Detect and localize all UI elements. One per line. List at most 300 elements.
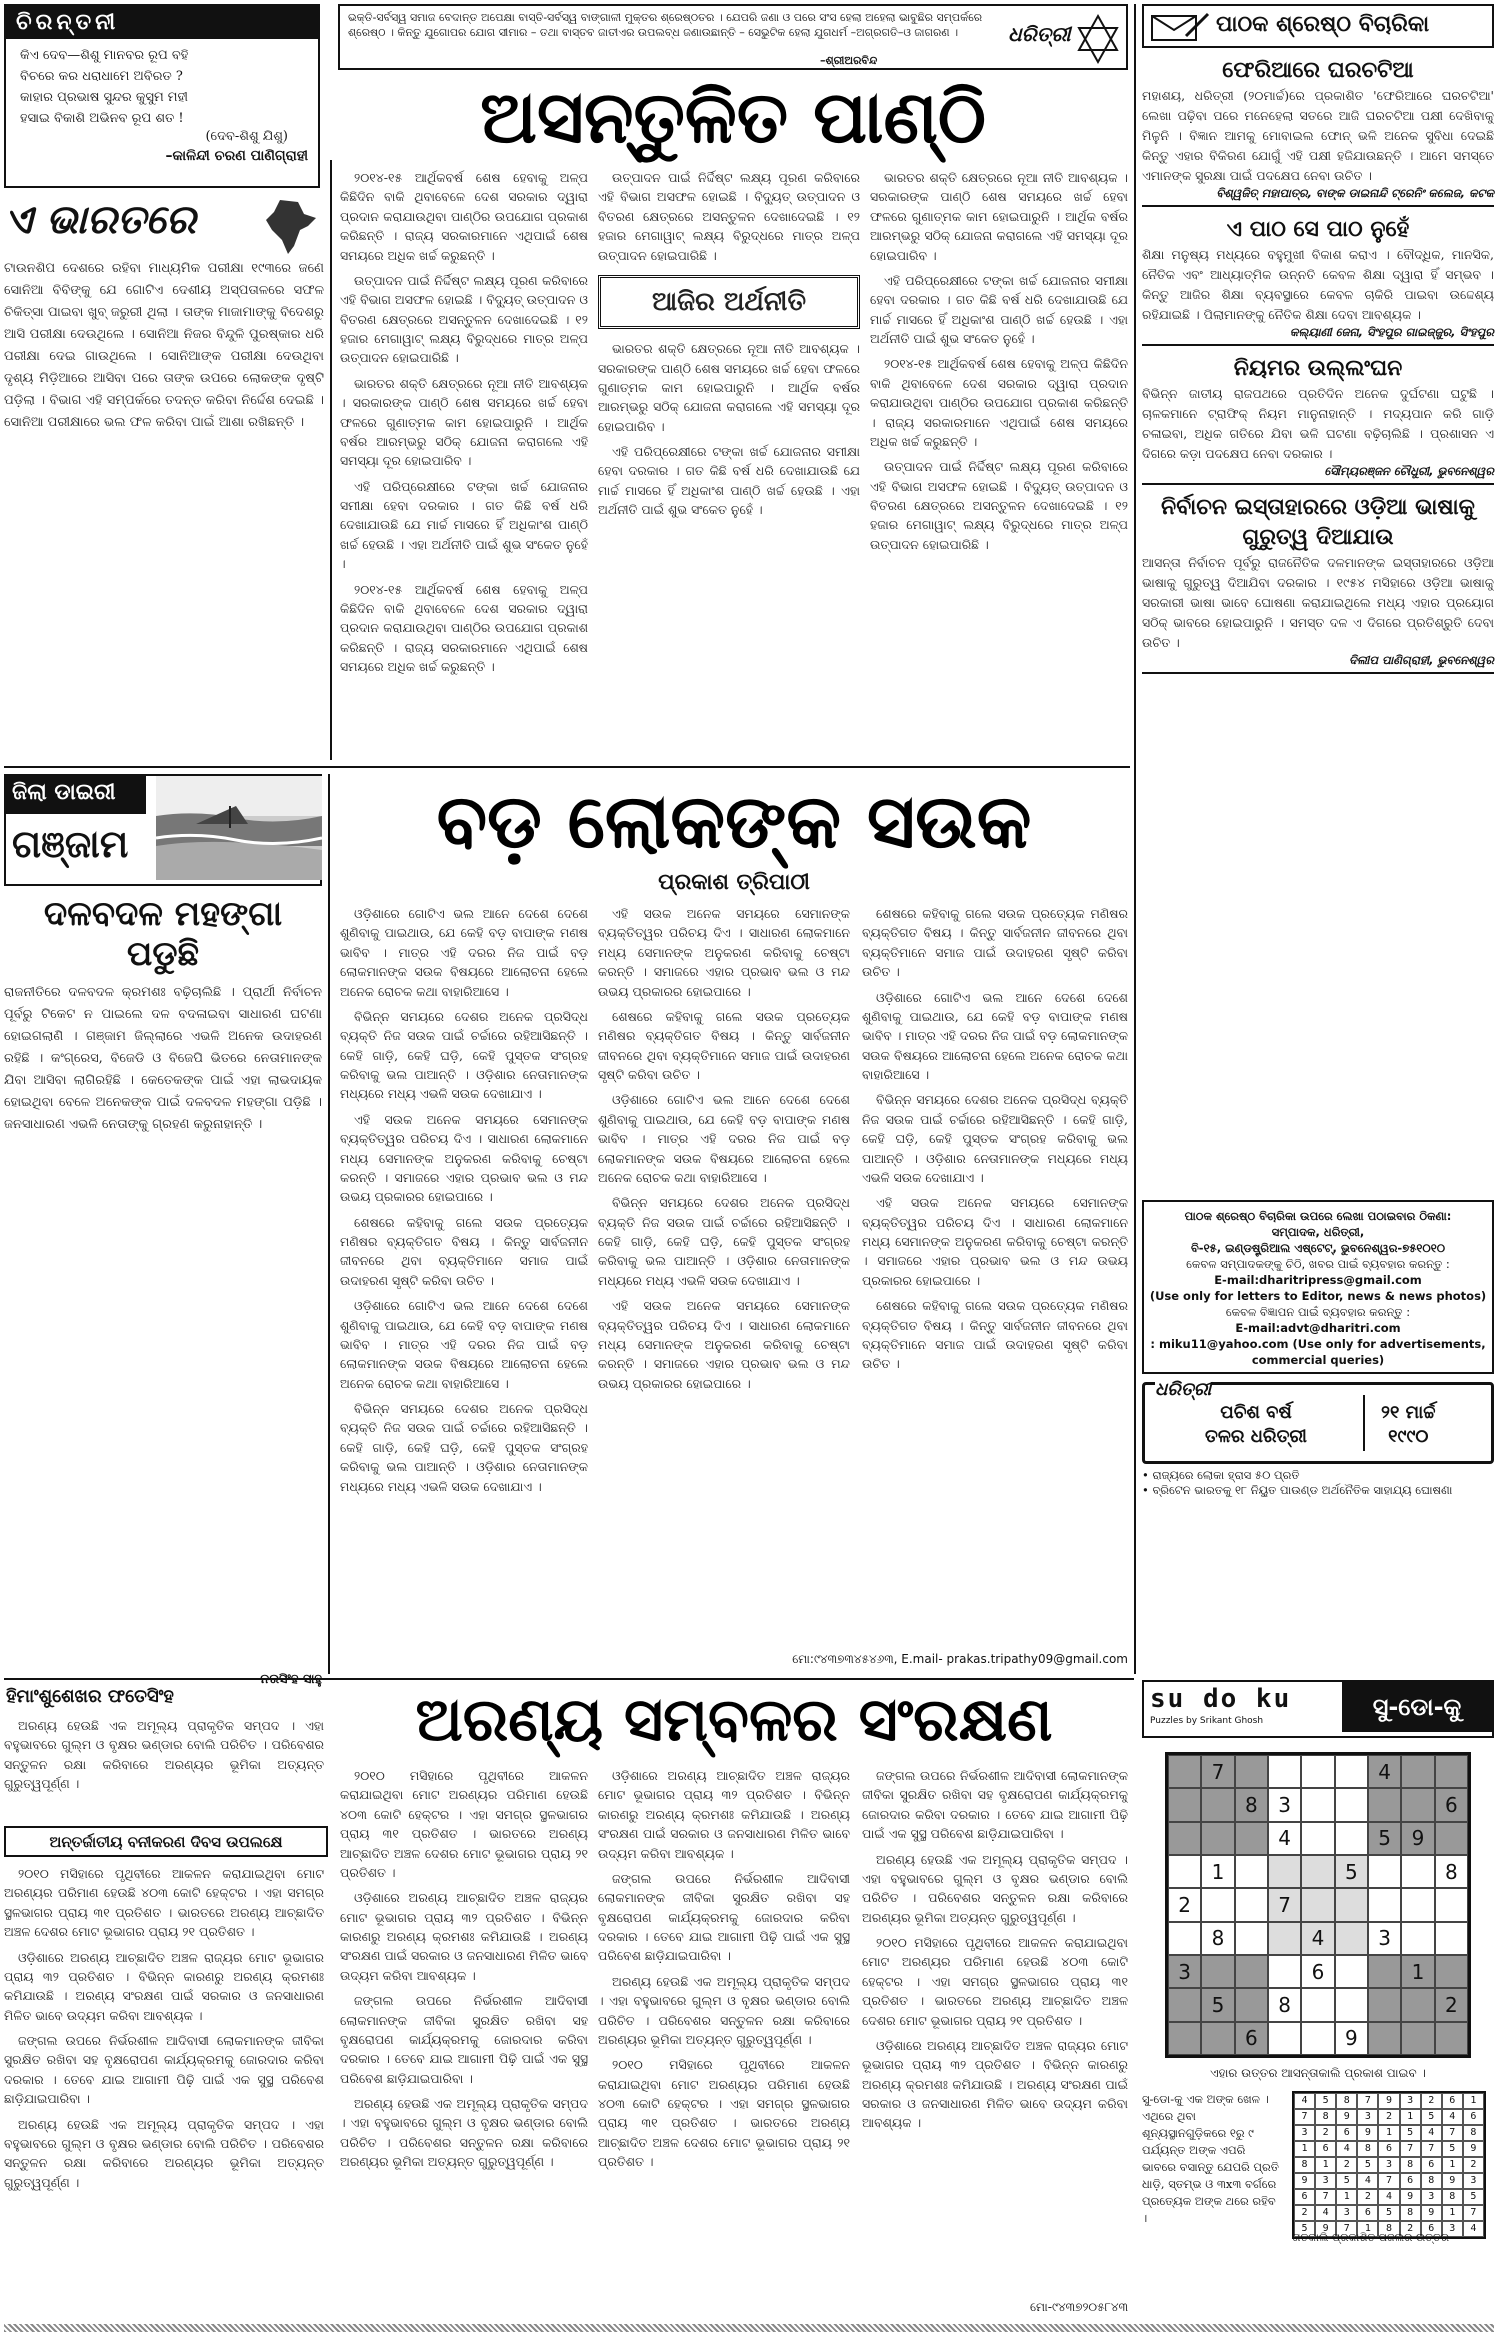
ebharatare-title: ଏ ଭାରତରେ — [4, 196, 196, 243]
feature-para: ଶେଷରେ କହିବାକୁ ଗଲେ ସଉକ ପ୍ରତ୍ୟେକ ମଣିଷର ବ୍ୟକ୍ତିଗତ ବିଷୟ । କିନ୍ତୁ ସାର୍ବଜନୀନ ଜୀବନରେ ଥିବା ବ୍ୟକ୍ତିମାନେ ସମାଜ ପାଇଁ ଉଦାହରଣ ସୃଷ୍ଟି କରିବା ଉଚିତ । — [862, 1298, 1128, 1372]
main-article-para: ଏହି ପରିପ୍ରେକ୍ଷୀରେ ଟଙ୍କା ଖର୍ଚ୍ଚ ଯୋଜନାର ସମୀକ୍ଷା ହେବା ଦରକାର । ଗତ କିଛି ବର୍ଷ ଧରି ଦେଖାଯାଉଛି ଯେ ମାର୍ଚ୍ଚ ମାସରେ ହିଁ ଅଧିକାଂଶ ପାଣ୍ଠି ଖର୍ଚ୍ଚ ହେଉଛି । ଏହା ଅର୍ଥନୀତି ପାଇଁ ଶୁଭ ସଂକେତ ନୁହେଁ । — [598, 444, 860, 518]
sudoku-cell[interactable] — [1268, 1855, 1301, 1888]
sudoku-solution-cell: 5 — [1400, 2125, 1421, 2141]
sudoku-cell[interactable] — [1201, 1888, 1234, 1921]
sudoku-cell[interactable] — [1168, 1755, 1201, 1788]
sudoku-cell[interactable] — [1401, 1855, 1434, 1888]
sudoku-solution-cell: 3 — [1315, 2173, 1336, 2189]
contact-email-link[interactable]: : miku11@yahoo.com (Use only for advertisements, commercial queries) — [1150, 1337, 1486, 1367]
forest-para: ଓଡ଼ିଶାରେ ଅରଣ୍ୟ ଆଚ୍ଛାଦିତ ଅଞ୍ଚଳ ରାଜ୍ୟର ମୋଟ ଭୂଭାଗର ପ୍ରାୟ ୩୨ ପ୍ରତିଶତ । ବିଭିନ୍ନ କାରଣରୁ ଅରଣ୍ୟ କ୍ରମଶଃ କମିଯାଉଛି । ଅରଣ୍ୟ ସଂରକ୍ଷଣ ପାଇଁ ସରକାର ଓ ଜନସାଧାରଣ ମିଳିତ ଭାବେ ଉଦ୍ୟମ କରିବା ଆବଶ୍ୟକ । — [340, 1890, 588, 1983]
sudoku-solution-cell: 1 — [1378, 2125, 1399, 2141]
sudoku-cell[interactable]: 6 — [1301, 1955, 1334, 1988]
ebharatare-section — [4, 196, 324, 766]
poem-line: କାହାର ପ୍ରଭାଷ ସୁନ୍ଦର କୁସୁମ ମହୀ — [20, 90, 188, 105]
main-headline: ଅସନ୍ତୁଳିତ ପାଣ୍ଠି — [480, 75, 986, 159]
sudoku-cell[interactable] — [1168, 1855, 1201, 1888]
forest-para: ଅରଣ୍ୟ ହେଉଛି ଏକ ଅମୂଲ୍ୟ ପ୍ରାକୃତିକ ସମ୍ପଦ । ଏହା ବହୁଭାବରେ ଗୁଲ୍ମ ଓ ବୃକ୍ଷର ଭଣ୍ଡାର ବୋଲି ପରିଚିତ । ପରିବେଶର ସନ୍ତୁଳନ ରକ୍ଷା କରିବାରେ ଅରଣ୍ୟର ଭୂମିକା ଅତ୍ୟନ୍ତ ଗୁରୁତ୍ୱପୂର୍ଣ୍ଣ । — [340, 2096, 588, 2170]
sudoku-cell[interactable]: 3 — [1368, 1922, 1401, 1955]
sudoku-solution-cell: 1 — [1357, 2221, 1378, 2237]
forest-para: ଜଙ୍ଗଲ ଉପରେ ନିର୍ଭରଶୀଳ ଆଦିବାସୀ ଲୋକମାନଙ୍କ ଜୀବିକା ସୁରକ୍ଷିତ ରଖିବା ସହ ବୃକ୍ଷରୋପଣ କାର୍ଯ୍ୟକ୍ରମକୁ ଜୋରଦାର କରିବା ଦରକାର । ତେବେ ଯାଇ ଆଗାମୀ ପିଢ଼ି ପାଇଁ ଏକ ସୁସ୍ଥ ପରିବେଶ ଛାଡ଼ିଯାଇପାରିବା । — [598, 1870, 850, 1964]
feature-para: ଓଡ଼ିଶାରେ ଗୋଟିଏ ଭଲ ଆନେ ଦେଶେ ଦେଶେ ଶୁଣିବାକୁ ପାଇଥାଉ, ଯେ କେହି ବଡ଼ ବାପାଙ୍କ ମଣଷ ଭାବିବ । ମାତ୍ର ଏହି ଦରର ନିଜ ପାଇଁ ବଡ଼ ଲୋକମାନଙ୍କ ସଉକ ବିଷୟରେ ଆଲୋଚନା ହେଲେ ଅନେକ ରୋଚକ କଥା ବାହାରିଆସେ । — [862, 989, 1128, 1082]
forest-col0b — [4, 1864, 324, 2314]
feature-para: ବିଭିନ୍ନ ସମୟରେ ଦେଶର ଅନେକ ପ୍ରସିଦ୍ଧ ବ୍ୟକ୍ତି ନିଜ ସଉକ ପାଇଁ ଚର୍ଚ୍ଚାରେ ରହିଆସିଛନ୍ତି । କେହି ଗାଡ଼ି, କେହି ଘଡ଼ି, କେହି ପୁସ୍ତକ ସଂଗ୍ରହ କରିବାକୁ ଭଲ ପାଆନ୍ତି । ଓଡ଼ିଶାର ନେତାମାନଙ୍କ ମଧ୍ୟରେ ମଧ୍ୟ ଏଭଳି ସଉକ ଦେଖାଯାଏ । — [862, 1092, 1128, 1185]
sudoku-solution-cell: 7 — [1315, 2189, 1336, 2205]
sudoku-solution-cell: 3 — [1357, 2109, 1378, 2125]
sudoku-solution-cell: 1 — [1294, 2141, 1315, 2157]
sudoku-cell[interactable] — [1335, 1788, 1368, 1821]
sudoku-cell[interactable]: 9 — [1335, 2022, 1368, 2055]
sudoku-cell[interactable] — [1301, 2022, 1334, 2055]
sudoku-cell[interactable]: 7 — [1201, 1755, 1234, 1788]
letter-item — [1142, 215, 1494, 346]
sudoku-cell[interactable]: 1 — [1401, 1955, 1434, 1988]
sudoku-solution-cell: 3 — [1336, 2205, 1357, 2221]
sudoku-cell[interactable] — [1235, 1988, 1268, 2021]
beach-boat-image — [156, 776, 322, 880]
sudoku-cell[interactable] — [1401, 1888, 1434, 1921]
sudoku-solution-cell: 5 — [1463, 2189, 1484, 2205]
forest-para: ଜଙ୍ଗଲ ଉପରେ ନିର୍ଭରଶୀଳ ଆଦିବାସୀ ଲୋକମାନଙ୍କ ଜୀବିକା ସୁରକ୍ଷିତ ରଖିବା ସହ ବୃକ୍ଷରୋପଣ କାର୍ଯ୍ୟକ୍ରମକୁ ଜୋରଦାର କରିବା ଦରକାର । ତେବେ ଯାଇ ଆଗାମୀ ପିଢ଼ି ପାଇଁ ଏକ ସୁସ୍ଥ ପରିବେଶ ଛାଡ଼ିଯାଇପାରିବା । — [340, 1993, 588, 2086]
sudoku-cell[interactable] — [1168, 1788, 1201, 1821]
sudoku-solution-cell: 4 — [1336, 2141, 1357, 2157]
forest-para: ଓଡ଼ିଶାରେ ଅରଣ୍ୟ ଆଚ୍ଛାଦିତ ଅଞ୍ଚଳ ରାଜ୍ୟର ମୋଟ ଭୂଭାଗର ପ୍ରାୟ ୩୨ ପ୍ରତିଶତ । ବିଭିନ୍ନ କାରଣରୁ ଅରଣ୍ୟ କ୍ରମଶଃ କମିଯାଉଛି । ଅରଣ୍ୟ ସଂରକ୍ଷଣ ପାଇଁ ସରକାର ଓ ଜନସାଧାରଣ ମିଳିତ ଭାବେ ଉଦ୍ୟମ କରିବା ଆବଶ୍ୟକ । — [862, 2037, 1128, 2131]
column-title-box — [598, 275, 860, 329]
sudoku-cell[interactable] — [1301, 1888, 1334, 1921]
forest-para: ୨୦୧୦ ମସିହାରେ ପୃଥିବୀରେ ଆକଳନ କରାଯାଇଥିବା ମୋଟ ଅରଣ୍ୟର ପରିମାଣ ହେଉଛି ୪୦୩ କୋଟି ହେକ୍ଟର । ଏହା ସମଗ୍ର ସ୍ଥଳଭାଗର ପ୍ରାୟ ୩୧ ପ୍ରତିଶତ । ଭାରତରେ ଅରଣ୍ୟ ଆଚ୍ଛାଦିତ ଅଞ୍ଚଳ ଦେଶର ମୋଟ ଭୂଭାଗର ପ୍ରାୟ ୨୧ ପ୍ରତିଶତ । — [598, 2057, 850, 2170]
dharitri-logo: ଧରିତ୍ରୀ — [1008, 22, 1071, 46]
sudoku-solution-cell: 2 — [1463, 2157, 1484, 2173]
forest-contact: ମୋ-୯୪୩୭୨୦୫୮୪୩ — [1029, 2300, 1128, 2314]
letter-signature: ଦିଲୀପ ପାଣିଗ୍ରାହୀ, ଭୁବନେଶ୍ୱର — [1348, 653, 1494, 667]
contact-box — [1142, 1200, 1494, 1374]
main-article-col3 — [870, 168, 1128, 728]
sudoku-cell[interactable] — [1335, 1988, 1368, 2021]
sudoku-cell[interactable] — [1435, 1888, 1468, 1921]
main-article-para: ଉତ୍ପାଦନ ପାଇଁ ନିର୍ଦ୍ଦିଷ୍ଟ ଲକ୍ଷ୍ୟ ପୂରଣ କରିବାରେ ଏହି ବିଭାଗ ଅସଫଳ ହୋଇଛି । ବିଦ୍ୟୁତ୍ ଉତ୍ପାଦନ ଓ ବିତରଣ କ୍ଷେତ୍ରରେ ଅସନ୍ତୁଳନ ଦେଖାଦେଇଛି । ୧୨ ହଜାର ମେଗାୱାଟ୍ ଲକ୍ଷ୍ୟ ବିରୁଦ୍ଧରେ ମାତ୍ର ଅଳ୍ପ ଉତ୍ପାଦନ ହୋଇପାରିଛି । — [598, 170, 860, 263]
main-article-para: ଉତ୍ପାଦନ ପାଇଁ ନିର୍ଦ୍ଦିଷ୍ଟ ଲକ୍ଷ୍ୟ ପୂରଣ କରିବାରେ ଏହି ବିଭାଗ ଅସଫଳ ହୋଇଛି । ବିଦ୍ୟୁତ୍ ଉତ୍ପାଦନ ଓ ବିତରଣ କ୍ଷେତ୍ରରେ ଅସନ୍ତୁଳନ ଦେଖାଦେଇଛି । ୧୨ ହଜାର ମେଗାୱାଟ୍ ଲକ୍ଷ୍ୟ ବିରୁଦ୍ଧରେ ମାତ୍ର ଅଳ୍ପ ଉତ୍ପାଦନ ହୋଇପାରିଛି । — [870, 459, 1128, 552]
sudoku-solution-cell: 1 — [1442, 2205, 1463, 2221]
sudoku-cell[interactable] — [1301, 1855, 1334, 1888]
main-article-para: ଏହି ପରିପ୍ରେକ୍ଷୀରେ ଟଙ୍କା ଖର୍ଚ୍ଚ ଯୋଜନାର ସମୀକ୍ଷା ହେବା ଦରକାର । ଗତ କିଛି ବର୍ଷ ଧରି ଦେଖାଯାଉଛି ଯେ ମାର୍ଚ୍ଚ ମାସରେ ହିଁ ଅଧିକାଂଶ ପାଣ୍ଠି ଖର୍ଚ୍ଚ ହେଉଛି । ଏହା ଅର୍ଥନୀତି ପାଇଁ ଶୁଭ ସଂକେତ ନୁହେଁ । — [870, 272, 1128, 346]
sudoku-solution-cell: 7 — [1463, 2205, 1484, 2221]
feature-para: ବିଭିନ୍ନ ସମୟରେ ଦେଶର ଅନେକ ପ୍ରସିଦ୍ଧ ବ୍ୟକ୍ତି ନିଜ ସଉକ ପାଇଁ ଚର୍ଚ୍ଚାରେ ରହିଆସିଛନ୍ତି । କେହି ଗାଡ଼ି, କେହି ଘଡ଼ି, କେହି ପୁସ୍ତକ ସଂଗ୍ରହ କରିବାକୁ ଭଲ ପାଆନ୍ତି । ଓଡ଼ିଶାର ନେତାମାନଙ୍କ ମଧ୍ୟରେ ମଧ୍ୟ ଏଭଳି ସଉକ ଦେଖାଯାଏ । — [340, 1008, 588, 1102]
sudoku-cell[interactable] — [1368, 1855, 1401, 1888]
sudoku-solution-cell: 3 — [1463, 2173, 1484, 2189]
sudoku-solution-cell: 3 — [1294, 2125, 1315, 2141]
sudoku-solution-cell: 8 — [1378, 2221, 1399, 2237]
sudoku-cell[interactable]: 5 — [1368, 1822, 1401, 1855]
sudoku-cell[interactable]: 1 — [1201, 1855, 1234, 1888]
sudoku-brand: su do ku — [1150, 1684, 1292, 1714]
feature-para: ବିଭିନ୍ନ ସମୟରେ ଦେଶର ଅନେକ ପ୍ରସିଦ୍ଧ ବ୍ୟକ୍ତି ନିଜ ସଉକ ପାଇଁ ଚର୍ଚ୍ଚାରେ ରହିଆସିଛନ୍ତି । କେହି ଗାଡ଼ି, କେହି ଘଡ଼ି, କେହି ପୁସ୍ତକ ସଂଗ୍ରହ କରିବାକୁ ଭଲ ପାଆନ୍ତି । ଓଡ଼ିଶାର ନେତାମାନଙ୍କ ମଧ୍ୟରେ ମଧ୍ୟ ଏଭଳି ସଉକ ଦେଖାଯାଏ । — [598, 1195, 850, 1288]
india-map-icon — [260, 196, 320, 256]
feature-col3 — [862, 904, 1128, 1644]
feature-para: ଏହି ସଉକ ଅନେକ ସମୟରେ ସେମାନଙ୍କ ବ୍ୟକ୍ତିତ୍ୱର ପରିଚୟ ଦିଏ । ସାଧାରଣ ଲୋକମାନେ ମଧ୍ୟ ସେମାନଙ୍କ ଅନୁକରଣ କରିବାକୁ ଚେଷ୍ଟା କରନ୍ତି । ସମାଜରେ ଏହାର ପ୍ରଭାବ ଭଲ ଓ ମନ୍ଦ ଉଭୟ ପ୍ରକାରର ହୋଇପାରେ । — [598, 906, 850, 999]
letter-text: ଆସନ୍ତା ନିର୍ବାଚନ ପୂର୍ବରୁ ରାଜନୈତିକ ଦଳମାନଙ୍କ ଇସ୍ତାହାରରେ ଓଡ଼ିଆ ଭାଷାକୁ ଗୁରୁତ୍ୱ ଦିଆଯିବା ଦରକାର । ୧୯୫୪ ମସିହାରେ ଓଡ଼ିଆ ଭାଷାକୁ ସରକାରୀ ଭାଷା ଭାବେ ଘୋଷଣା କରାଯାଇଥିଲେ ମଧ୍ୟ ଏହାର ପ୍ରୟୋଗ ସଠିକ୍ ଭାବରେ ହୋଇପାରୁନି । ସମସ୍ତ ଦଳ ଏ ଦିଗରେ ପ୍ରତିଶ୍ରୁତି ଦେବା ଉଚିତ । — [1142, 555, 1494, 650]
letter-text: ବିଭିନ୍ନ ଜାତୀୟ ରାଜପଥରେ ପ୍ରତିଦିନ ଅନେକ ଦୁର୍ଘଟଣା ଘଟୁଛି । ଚାଳକମାନେ ଟ୍ରାଫିକ୍ ନିୟମ ମାନୁନାହାନ୍ତି । ମଦ୍ୟପାନ କରି ଗାଡ଼ି ଚଳାଇବା, ଅଧିକ ଗତିରେ ଯିବା ଭଳି ଘଟଣା ବଢ଼ିଚାଲିଛି । ପ୍ରଶାସନ ଏ ଦିଗରେ କଡ଼ା ପଦକ୍ଷେପ ନେବା ଦରକାର । — [1142, 386, 1494, 461]
sudoku-solution-cell: 6 — [1378, 2141, 1399, 2157]
sudoku-solution-cell: 7 — [1378, 2173, 1399, 2189]
sudoku-cell[interactable] — [1335, 1922, 1368, 1955]
forest-subhead: ଅନ୍ତର୍ଜାତୀୟ ବନୀକରଣ ଦିବସ ଉପଲକ୍ଷେ — [49, 1833, 283, 1851]
sudoku-solution-cell: 4 — [1442, 2109, 1463, 2125]
sudoku-solution-cell: 2 — [1357, 2189, 1378, 2205]
sudoku-cell[interactable] — [1168, 2022, 1201, 2055]
sudoku-cell[interactable] — [1435, 2022, 1468, 2055]
letters-list — [1142, 56, 1494, 674]
letter-item — [1142, 56, 1494, 207]
sudoku-solution-cell: 2 — [1294, 2205, 1315, 2221]
sudoku-solution-cell: 8 — [1336, 2093, 1357, 2109]
quote-box — [338, 4, 1128, 70]
feature-para: ଓଡ଼ିଶାରେ ଗୋଟିଏ ଭଲ ଆନେ ଦେଶେ ଦେଶେ ଶୁଣିବାକୁ ପାଇଥାଉ, ଯେ କେହି ବଡ଼ ବାପାଙ୍କ ମଣଷ ଭାବିବ । ମାତ୍ର ଏହି ଦରର ନିଜ ପାଇଁ ବଡ଼ ଲୋକମାନଙ୍କ ସଉକ ବିଷୟରେ ଆଲୋଚନା ହେଲେ ଅନେକ ରୋଚକ କଥା ବାହାରିଆସେ । — [340, 906, 588, 999]
contact-line: ପାଠକ ଶ୍ରେଷ୍ଠ ବିଚାରିକା ଉପରେ ଲେଖା ପଠାଇବାର ଠିକଣା: — [1184, 1209, 1452, 1223]
forest-para: ଓଡ଼ିଶାରେ ଅରଣ୍ୟ ଆଚ୍ଛାଦିତ ଅଞ୍ଚଳ ରାଜ୍ୟର ମୋଟ ଭୂଭାଗର ପ୍ରାୟ ୩୨ ପ୍ରତିଶତ । ବିଭିନ୍ନ କାରଣରୁ ଅରଣ୍ୟ କ୍ରମଶଃ କମିଯାଉଛି । ଅରଣ୍ୟ ସଂରକ୍ଷଣ ପାଇଁ ସରକାର ଓ ଜନସାଧାରଣ ମିଳିତ ଭାବେ ଉଦ୍ୟମ କରିବା ଆବଶ୍ୟକ । — [4, 1949, 324, 2023]
feature-para: ଶେଷରେ କହିବାକୁ ଗଲେ ସଉକ ପ୍ରତ୍ୟେକ ମଣିଷର ବ୍ୟକ୍ତିଗତ ବିଷୟ । କିନ୍ତୁ ସାର୍ବଜନୀନ ଜୀବନରେ ଥିବା ବ୍ୟକ୍ତିମାନେ ସମାଜ ପାଇଁ ଉଦାହରଣ ସୃଷ୍ଟି କରିବା ଉଚିତ । — [862, 906, 1128, 980]
sudoku-cell[interactable] — [1435, 1822, 1468, 1855]
contact-note: (Use only for letters to Editor, news & news photos) — [1149, 1289, 1487, 1303]
feature-para: ଏହି ସଉକ ଅନେକ ସମୟରେ ସେମାନଙ୍କ ବ୍ୟକ୍ତିତ୍ୱର ପରିଚୟ ଦିଏ । ସାଧାରଣ ଲୋକମାନେ ମଧ୍ୟ ସେମାନଙ୍କ ଅନୁକରଣ କରିବାକୁ ଚେଷ୍ଟା କରନ୍ତି । ସମାଜରେ ଏହାର ପ୍ରଭାବ ଭଲ ଓ ମନ୍ଦ ଉଭୟ ପ୍ରକାରର ହୋଇପାରେ । — [862, 1195, 1128, 1288]
forest-para: ଅରଣ୍ୟ ହେଉଛି ଏକ ଅମୂଲ୍ୟ ପ୍ରାକୃତିକ ସମ୍ପଦ । ଏହା ବହୁଭାବରେ ଗୁଲ୍ମ ଓ ବୃକ୍ଷର ଭଣ୍ଡାର ବୋଲି ପରିଚିତ । ପରିବେଶର ସନ୍ତୁଳନ ରକ୍ଷା କରିବାରେ ଅରଣ୍ୟର ଭୂମିକା ଅତ୍ୟନ୍ତ ଗୁରୁତ୍ୱପୂର୍ଣ୍ଣ । — [4, 2116, 324, 2190]
sudoku-solution-cell: 2 — [1400, 2221, 1421, 2237]
main-article-col2 — [598, 168, 860, 728]
sudoku-cell[interactable] — [1168, 1822, 1201, 1855]
main-article-para: ୨୦୧୪-୧୫ ଆର୍ଥିକବର୍ଷ ଶେଷ ହେବାକୁ ଅଳ୍ପ କିଛିଦିନ ବାକି ଥିବାବେଳେ ଦେଶ ସରକାର ଦ୍ୱାରା ପ୍ରଦାନ କରାଯାଉଥିବା ପାଣ୍ଠିର ଉପଯୋଗ ପ୍ରକାଶ କରିଛନ୍ତି । ରାଜ୍ୟ ସରକାରମାନେ ଏଥିପାଇଁ ଶେଷ ସମୟରେ ଅଧିକ ଖର୍ଚ୍ଚ କରୁଛନ୍ତି । — [870, 356, 1128, 449]
chirantani-box — [4, 4, 320, 188]
sudoku-solution-cell: 8 — [1400, 2205, 1421, 2221]
sudoku-solution-cell: 9 — [1357, 2125, 1378, 2141]
sudoku-cell[interactable] — [1435, 1922, 1468, 1955]
sudoku-cell[interactable] — [1235, 1922, 1268, 1955]
chirantani-author: –କାଳିନ୍ଦୀ ଚରଣ ପାଣିଗ୍ରାହୀ — [165, 148, 308, 164]
sudoku-cell[interactable]: 8 — [1201, 1922, 1234, 1955]
sudoku-solution-cell: 9 — [1336, 2109, 1357, 2125]
sudoku-solution-cell: 1 — [1315, 2157, 1336, 2173]
twentyfive-label — [1205, 1401, 1307, 1449]
sudoku-solution-cell: 8 — [1400, 2157, 1421, 2173]
sudoku-solution-cell: 4 — [1463, 2221, 1484, 2237]
contact-line: କେବଳ ସମ୍ପାଦକଙ୍କୁ ଚିଠି, ଖବର ପାଇଁ ବ୍ୟବହାର କରନ୍ତୁ : — [1186, 1257, 1450, 1271]
quote-text: ଭକ୍ତି-ସର୍ବସ୍ୱ ସମାଜ ବେଦାନ୍ତ ଅପେକ୍ଷା ବାସ୍ତି-ସର୍ବସ୍ୱ ବାଙ୍ଗାଳୀ ମୁକ୍ତର ଶ୍ରେଷ୍ଠତର । ଯେପରି ଜଣା ଓ ପରେ ସଂସ ହେଲା ଅହେଲା ଭାବୁଛିର ସମ୍ପର୍କରେ ଶ୍ରେଷ୍ଠ । କିନ୍ତୁ ଯୁଗୋପର ଯୋଗ ସୀମାର – ତଥା ବାସ୍ତବ ଜାତୀଏର ଉପଲବ୍ଧ ଜଣାଉଛାନ୍ତି – ସେଭୁଟିକ ହେଲା ଯୁଗଧର୍ମ –ଅଗ୍ରଗତି–ଓ ଜାଗରଣ । — [348, 11, 983, 39]
forest-para: ଜଙ୍ଗଲ ଉପରେ ନିର୍ଭରଶୀଳ ଆଦିବାସୀ ଲୋକମାନଙ୍କ ଜୀବିକା ସୁରକ୍ଷିତ ରଖିବା ସହ ବୃକ୍ଷରୋପଣ କାର୍ଯ୍ୟକ୍ରମକୁ ଜୋରଦାର କରିବା ଦରକାର । ତେବେ ଯାଇ ଆଗାମୀ ପିଢ଼ି ପାଇଁ ଏକ ସୁସ୍ଥ ପରିବେଶ ଛାଡ଼ିଯାଇପାରିବା । — [4, 2033, 324, 2107]
sudoku-solution-cell: 2 — [1378, 2109, 1399, 2125]
sudoku-cell[interactable]: 8 — [1268, 1988, 1301, 2021]
sudoku-solution-cell: 7 — [1442, 2125, 1463, 2141]
sudoku-cell[interactable]: 8 — [1235, 1788, 1268, 1821]
twentyfive-years-box — [1142, 1379, 1494, 1502]
feature-para: ବିଭିନ୍ନ ସମୟରେ ଦେଶର ଅନେକ ପ୍ରସିଦ୍ଧ ବ୍ୟକ୍ତି ନିଜ ସଉକ ପାଇଁ ଚର୍ଚ୍ଚାରେ ରହିଆସିଛନ୍ତି । କେହି ଗାଡ଼ି, କେହି ଘଡ଼ି, କେହି ପୁସ୍ତକ ସଂଗ୍ରହ କରିବାକୁ ଭଲ ପାଆନ୍ତି । ଓଡ଼ିଶାର ନେତାମାନଙ୍କ ମଧ୍ୟରେ ମଧ୍ୟ ଏଭଳି ସଉକ ଦେଖାଯାଏ । — [340, 1401, 588, 1494]
district-name: ଗଞ୍ଜାମ — [12, 822, 129, 866]
poem-line: କିଏ ଦେବ—ଶିଶୁ ମାନବର ରୂପ ବହି — [20, 48, 189, 63]
forest-byline: ହିମାଂଶୁଶେଖର ଫତେସିଂହ — [6, 1686, 174, 1707]
sudoku-cell[interactable] — [1235, 1855, 1268, 1888]
sudoku-solution-cell: 8 — [1463, 2125, 1484, 2141]
bottom-bar — [4, 2324, 1494, 2332]
feature-para: ଏହି ସଉକ ଅନେକ ସମୟରେ ସେମାନଙ୍କ ବ୍ୟକ୍ତିତ୍ୱର ପରିଚୟ ଦିଏ । ସାଧାରଣ ଲୋକମାନେ ମଧ୍ୟ ସେମାନଙ୍କ ଅନୁକରଣ କରିବାକୁ ଚେଷ୍ଟା କରନ୍ତି । ସମାଜରେ ଏହାର ପ୍ରଭାବ ଭଲ ଓ ମନ୍ଦ ଉଭୟ ପ୍ରକାରର ହୋଇପାରେ । — [598, 1298, 850, 1391]
right-header-title: ପାଠକ ଶ୍ରେଷ୍ଠ ବିଚାରିକା — [1216, 12, 1430, 37]
quote-author: –ଶ୍ରୀଅରବିନ୍ଦ — [820, 54, 878, 67]
contact-line: କେବଳ ବିଜ୍ଞାପନ ପାଇଁ ବ୍ୟବହାର କରନ୍ତୁ : — [1225, 1305, 1411, 1319]
sudoku-solution-cell: 9 — [1294, 2173, 1315, 2189]
sudoku-solution-cell: 2 — [1315, 2125, 1336, 2141]
feature-para: ଏହି ସଉକ ଅନେକ ସମୟରେ ସେମାନଙ୍କ ବ୍ୟକ୍ତିତ୍ୱର ପରିଚୟ ଦିଏ । ସାଧାରଣ ଲୋକମାନେ ମଧ୍ୟ ସେମାନଙ୍କ ଅନୁକରଣ କରିବାକୁ ଚେଷ୍ଟା କରନ୍ତି । ସମାଜରେ ଏହାର ପ୍ରଭାବ ଭଲ ଓ ମନ୍ଦ ଉଭୟ ପ୍ରକାରର ହୋଇପାରେ । — [340, 1111, 588, 1205]
sudoku-solution-cell: 5 — [1378, 2205, 1399, 2221]
sudoku-cell[interactable]: 3 — [1168, 1955, 1201, 1988]
sudoku-cell[interactable] — [1368, 1888, 1401, 1921]
sudoku-cell[interactable] — [1268, 1755, 1301, 1788]
sudoku-cell[interactable]: 8 — [1435, 1855, 1468, 1888]
forest-para: ଅରଣ୍ୟ ହେଉଛି ଏକ ଅମୂଲ୍ୟ ପ୍ରାକୃତିକ ସମ୍ପଦ । ଏହା ବହୁଭାବରେ ଗୁଲ୍ମ ଓ ବୃକ୍ଷର ଭଣ୍ଡାର ବୋଲି ପରିଚିତ । ପରିବେଶର ସନ୍ତୁଳନ ରକ୍ଷା କରିବାରେ ଅରଣ୍ୟର ଭୂମିକା ଅତ୍ୟନ୍ତ ଗୁରୁତ୍ୱପୂର୍ଣ୍ଣ । — [862, 1851, 1128, 1925]
sudoku-cell[interactable] — [1401, 2022, 1434, 2055]
forest-col0a — [4, 1716, 324, 1822]
sudoku-cell[interactable] — [1335, 1755, 1368, 1788]
contact-email-link[interactable]: E-mail:dharitripress@gmail.com — [1214, 1273, 1422, 1287]
sudoku-answer-note: ଏହାର ଉତ୍ତର ଆସନ୍ତାକାଲି ପ୍ରକାଶ ପାଇବ । — [1210, 2066, 1426, 2080]
letter-title: ନିର୍ବାଚନ ଇସ୍ତାହାରରେ ଓଡ଼ିଆ ଭାଷାକୁ ଗୁରୁତ୍ୱ ଦିଆଯାଉ — [1161, 495, 1475, 550]
sudoku-solution-cell: 8 — [1421, 2173, 1442, 2189]
sudoku-cell[interactable]: 6 — [1435, 1788, 1468, 1821]
main-article-para: ୨୦୧୪-୧୫ ଆର୍ଥିକବର୍ଷ ଶେଷ ହେବାକୁ ଅଳ୍ପ କିଛିଦିନ ବାକି ଥିବାବେଳେ ଦେଶ ସରକାର ଦ୍ୱାରା ପ୍ରଦାନ କରାଯାଉଥିବା ପାଣ୍ଠିର ଉପଯୋଗ ପ୍ରକାଶ କରିଛନ୍ତି । ରାଜ୍ୟ ସରକାରମାନେ ଏଥିପାଇଁ ଶେଷ ସମୟରେ ଅଧିକ ଖର୍ଚ୍ଚ କରୁଛନ୍ତି । — [340, 170, 588, 263]
sudoku-cell[interactable] — [1435, 1755, 1468, 1788]
sudoku-solution-cell: 5 — [1294, 2221, 1315, 2237]
main-article-para: ଉତ୍ପାଦନ ପାଇଁ ନିର୍ଦ୍ଦିଷ୍ଟ ଲକ୍ଷ୍ୟ ପୂରଣ କରିବାରେ ଏହି ବିଭାଗ ଅସଫଳ ହୋଇଛି । ବିଦ୍ୟୁତ୍ ଉତ୍ପାଦନ ଓ ବିତରଣ କ୍ଷେତ୍ରରେ ଅସନ୍ତୁଳନ ଦେଖାଦେଇଛି । ୧୨ ହଜାର ମେଗାୱାଟ୍ ଲକ୍ଷ୍ୟ ବିରୁଦ୍ଧରେ ମାତ୍ର ଅଳ୍ପ ଉତ୍ପାଦନ ହୋଇପାରିଛି । — [340, 272, 588, 366]
contact-line: ବି-୧୫, ଇଣ୍ଡଷ୍ଟ୍ରିଆଲ ଏଷ୍ଟେଟ୍, ଭୁବନେଶ୍ୱର-୭୫୧୦୧୦ — [1190, 1241, 1446, 1255]
sudoku-solution-cell: 6 — [1294, 2189, 1315, 2205]
sudoku-cell[interactable] — [1368, 1988, 1401, 2021]
sudoku-prev-note: ଗତକାଲି ପ୍ରକାଶିତ ପଜଲର ଉତ୍ତର — [1292, 2231, 1450, 2244]
sudoku-cell[interactable] — [1268, 1922, 1301, 1955]
letter-signature: କଲ୍ୟାଣୀ ଜେନା, ସିଂହପୁର ଗାଇଜ୍ଜୁର, ସିଂହପୁର — [1289, 325, 1494, 339]
sudoku-solution-cell: 8 — [1442, 2189, 1463, 2205]
poem-line: ହସାଇ ବିକାଶି ଅଭିନବ ରୂପ ଶତ ! — [20, 111, 184, 126]
sudoku-solution-cell: 6 — [1442, 2093, 1463, 2109]
forest-para: ୨୦୧୦ ମସିହାରେ ପୃଥିବୀରେ ଆକଳନ କରାଯାଇଥିବା ମୋଟ ଅରଣ୍ୟର ପରିମାଣ ହେଉଛି ୪୦୩ କୋଟି ହେକ୍ଟର । ଏହା ସମଗ୍ର ସ୍ଥଳଭାଗର ପ୍ରାୟ ୩୧ ପ୍ରତିଶତ । ଭାରତରେ ଅରଣ୍ୟ ଆଚ୍ଛାଦିତ ଅଞ୍ଚଳ ଦେଶର ମୋଟ ଭୂଭାଗର ପ୍ରାୟ ୨୧ ପ୍ରତିଶତ । — [862, 1935, 1128, 2028]
sudoku-solution-cell: 1 — [1463, 2093, 1484, 2109]
chirantani-title: ଚିରନ୍ତନୀ — [6, 6, 318, 39]
sudoku-solution-cell: 9 — [1442, 2173, 1463, 2189]
sudoku-cell[interactable] — [1301, 1788, 1334, 1821]
sudoku-cell[interactable] — [1235, 1755, 1268, 1788]
sudoku-cell[interactable] — [1235, 1888, 1268, 1921]
sudoku-solution-cell: 3 — [1378, 2157, 1399, 2173]
sudoku-brand-sub: Puzzles by Srikant Ghosh — [1150, 1716, 1264, 1726]
district-headline: ଦଳବଦଳ ମହଙ୍ଗା ପଡୁଛି — [43, 894, 283, 974]
feature-para: ଓଡ଼ିଶାରେ ଗୋଟିଏ ଭଲ ଆନେ ଦେଶେ ଦେଶେ ଶୁଣିବାକୁ ପାଇଥାଉ, ଯେ କେହି ବଡ଼ ବାପାଙ୍କ ମଣଷ ଭାବିବ । ମାତ୍ର ଏହି ଦରର ନିଜ ପାଇଁ ବଡ଼ ଲୋକମାନଙ୍କ ସଉକ ବିଷୟରେ ଆଲୋଚନା ହେଲେ ଅନେକ ରୋଚକ କଥା ବାହାରିଆସେ । — [598, 1092, 850, 1185]
contact-line: ସମ୍ପାଦକ, ଧରିତ୍ରୀ, — [1271, 1225, 1365, 1239]
letter-title: ଫେରିଆରେ ଘରଚଟିଆ — [1222, 58, 1414, 83]
twentyfive-date-2: ୧୯୯୦ — [1388, 1426, 1429, 1447]
letter-text: ଶିକ୍ଷା ମନୁଷ୍ୟ ମଧ୍ୟରେ ବହୁମୁଖୀ ବିକାଶ କରାଏ । ବୌଦ୍ଧିକ, ମାନସିକ, ନୈତିକ ଏବଂ ଆଧ୍ୟାତ୍ମିକ ଉନ୍ନତି କେବଳ ଶିକ୍ଷା ଦ୍ୱାରା ହିଁ ସମ୍ଭବ । କିନ୍ତୁ ଆଜିର ଶିକ୍ଷା ବ୍ୟବସ୍ଥାରେ କେବଳ ଚାକିରି ପାଇବା ଉଦ୍ଦେଶ୍ୟ ରହିଯାଇଛି । ପିଲାମାନଙ୍କୁ ନୈତିକ ଶିକ୍ଷା ଦେବା ଆବଶ୍ୟକ । — [1142, 247, 1494, 322]
letter-signature: ସୌମ୍ୟରଞ୍ଜନ ଚୌଧୁରୀ, ଭୁବନେଶ୍ୱର — [1324, 464, 1494, 478]
sudoku-cell[interactable]: 4 — [1268, 1822, 1301, 1855]
sudoku-solution-cell: 6 — [1357, 2205, 1378, 2221]
sudoku-cell[interactable] — [1335, 1822, 1368, 1855]
right-header-box — [1142, 4, 1494, 48]
sudoku-cell[interactable] — [1268, 1955, 1301, 1988]
sudoku-cell[interactable] — [1435, 1955, 1468, 1988]
reader-letters — [1142, 4, 1494, 1194]
twentyfive-date-1: ୨୧ ମାର୍ଚ୍ଚ — [1381, 1402, 1436, 1423]
sudoku-solution-cell: 9 — [1400, 2189, 1421, 2205]
feature-col1 — [340, 904, 588, 1644]
sudoku-solution-cell: 6 — [1463, 2109, 1484, 2125]
twentyfive-item: • ରାଜ୍ୟରେ ଲୋକା ହ୍ରାସ ୫୦ ପ୍ରତି — [1142, 1468, 1300, 1482]
sudoku-solution-cell: 4 — [1378, 2189, 1399, 2205]
twentyfive-label-1: ପଚିଶ ବର୍ଷ — [1220, 1402, 1292, 1423]
contact-email-link[interactable]: E-mail:advt@dharitri.com — [1235, 1321, 1401, 1335]
sudoku-cell[interactable] — [1368, 1955, 1401, 1988]
sudoku-solution-cell: 4 — [1315, 2205, 1336, 2221]
sudoku-solution-cell: 9 — [1378, 2093, 1399, 2109]
sudoku-solution-cell: 9 — [1315, 2221, 1336, 2237]
envelope-pen-icon — [1150, 12, 1210, 42]
sudoku-solution-cell: 1 — [1442, 2157, 1463, 2173]
divider — [1134, 4, 1136, 1674]
district-label: ଜିଲା ଡାଇରୀ — [6, 776, 146, 814]
divider — [330, 160, 332, 760]
sudoku-instructions: ସୁ-ଡୋ-କୁ ଏକ ଅଙ୍କ ଖେଳ । ଏଥିରେ ଥିବା ଶୂନ୍ୟସ୍ଥାନଗୁଡ଼ିକରେ ୧ରୁ ୯ ପର୍ଯ୍ୟନ୍ତ ଅଙ୍କ ଏପରି ଭାବରେ ବସାନ୍ତୁ ଯେପରି ପ୍ରତି ଧାଡ଼ି, ସ୍ତମ୍ଭ ଓ ୩x୩ ବର୍ଗରେ ପ୍ରତ୍ୟେକ ଅଙ୍କ ଥରେ ରହିବ । — [1142, 2092, 1279, 2225]
sudoku-solution-cell: 3 — [1421, 2189, 1442, 2205]
forest-col3 — [862, 1766, 1128, 2296]
district-diary — [4, 774, 322, 1674]
letter-signature: ବିଶ୍ୱଜିତ୍ ମହାପାତ୍ର, ବାଙ୍କ ଡାଇନାନ୍ଦି ଟ୍ରେନିଂ କଲେଜ, କଟକ — [1216, 186, 1494, 200]
sudoku-solution-cell: 7 — [1357, 2093, 1378, 2109]
sudoku-solution-cell: 4 — [1421, 2125, 1442, 2141]
dharitri-logo: ଧରିତ୍ରୀ — [1155, 1379, 1212, 1400]
main-article-para: ୨୦୧୪-୧୫ ଆର୍ଥିକବର୍ଷ ଶେଷ ହେବାକୁ ଅଳ୍ପ କିଛିଦିନ ବାକି ଥିବାବେଳେ ଦେଶ ସରକାର ଦ୍ୱାରା ପ୍ରଦାନ କରାଯାଉଥିବା ପାଣ୍ଠିର ଉପଯୋଗ ପ୍ରକାଶ କରିଛନ୍ତି । ରାଜ୍ୟ ସରକାରମାନେ ଏଥିପାଇଁ ଶେଷ ସମୟରେ ଅଧିକ ଖର୍ଚ୍ଚ କରୁଛନ୍ତି । — [340, 581, 588, 674]
sudoku-solution-cell: 6 — [1336, 2125, 1357, 2141]
sudoku-cell[interactable] — [1235, 1955, 1268, 1988]
feature-contact[interactable]: ମୋ:୯୪୩୭୩୪୫୪୬୩, E.mail- prakas.tripathy09@gmail.com — [792, 1652, 1128, 1666]
sudoku-solution-cell: 8 — [1357, 2141, 1378, 2157]
column-title: ଆଜିର ଅର୍ଥନୀତି — [652, 286, 806, 317]
sudoku-cell[interactable] — [1168, 1988, 1201, 2021]
sudoku-cell[interactable] — [1335, 1888, 1368, 1921]
forest-para: ୨୦୧୦ ମସିହାରେ ପୃଥିବୀରେ ଆକଳନ କରାଯାଇଥିବା ମୋଟ ଅରଣ୍ୟର ପରିମାଣ ହେଉଛି ୪୦୩ କୋଟି ହେକ୍ଟର । ଏହା ସମଗ୍ର ସ୍ଥଳଭାଗର ପ୍ରାୟ ୩୧ ପ୍ରତିଶତ । ଭାରତରେ ଅରଣ୍ୟ ଆଚ୍ଛାଦିତ ଅଞ୍ଚଳ ଦେଶର ମୋଟ ଭୂଭାଗର ପ୍ରାୟ ୨୧ ପ୍ରତିଶତ । — [4, 1866, 324, 1940]
sudoku-cell[interactable]: 4 — [1368, 1755, 1401, 1788]
sudoku-solution-cell: 6 — [1315, 2141, 1336, 2157]
sudoku-cell[interactable] — [1401, 1988, 1434, 2021]
sudoku-title: ସୁ-ଡୋ-କୁ — [1342, 1682, 1492, 1732]
main-article-para: ଭାରତର ଶକ୍ତି କ୍ଷେତ୍ରରେ ନୂଆ ନୀତି ଆବଶ୍ୟକ । ସରକାରଙ୍କ ପାଣ୍ଠି ଶେଷ ସମୟରେ ଖର୍ଚ୍ଚ ହେବା ଫଳରେ ଗୁଣାତ୍ମକ କାମ ହୋଇପାରୁନି । ଆର୍ଥିକ ବର୍ଷର ଆରମ୍ଭରୁ ସଠିକ୍ ଯୋଜନା କରାଗଲେ ଏହି ସମସ୍ୟା ଦୂର ହୋଇପାରିବ । — [598, 341, 860, 434]
sudoku-solution-cell: 4 — [1294, 2093, 1315, 2109]
sudoku-cell[interactable] — [1401, 1922, 1434, 1955]
forest-para: ୨୦୧୦ ମସିହାରେ ପୃଥିବୀରେ ଆକଳନ କରାଯାଇଥିବା ମୋଟ ଅରଣ୍ୟର ପରିମାଣ ହେଉଛି ୪୦୩ କୋଟି ହେକ୍ଟର । ଏହା ସମଗ୍ର ସ୍ଥଳଭାଗର ପ୍ରାୟ ୩୧ ପ୍ରତିଶତ । ଭାରତରେ ଅରଣ୍ୟ ଆଚ୍ଛାଦିତ ଅଞ୍ଚଳ ଦେଶର ମୋଟ ଭୂଭାଗର ପ୍ରାୟ ୨୧ ପ୍ରତିଶତ । — [340, 1768, 588, 1880]
sudoku-cell[interactable]: 5 — [1201, 1988, 1234, 2021]
sudoku-cell[interactable] — [1368, 1788, 1401, 1821]
sudoku-cell[interactable]: 2 — [1168, 1888, 1201, 1921]
sudoku-solution-cell: 6 — [1421, 2157, 1442, 2173]
divider — [328, 774, 330, 1674]
sudoku-cell[interactable]: 6 — [1235, 2022, 1268, 2055]
feature-para: ଓଡ଼ିଶାରେ ଗୋଟିଏ ଭଲ ଆନେ ଦେଶେ ଦେଶେ ଶୁଣିବାକୁ ପାଇଥାଉ, ଯେ କେହି ବଡ଼ ବାପାଙ୍କ ମଣଷ ଭାବିବ । ମାତ୍ର ଏହି ଦରର ନିଜ ପାଇଁ ବଡ଼ ଲୋକମାନଙ୍କ ସଉକ ବିଷୟରେ ଆଲୋଚନା ହେଲେ ଅନେକ ରୋଚକ କଥା ବାହାରିଆସେ । — [340, 1298, 588, 1391]
sudoku-cell[interactable] — [1168, 1922, 1201, 1955]
divider — [4, 766, 1130, 768]
letter-text: ମହାଶୟ, ଧରିତ୍ରୀ (୨୦ମାର୍ଚ୍ଚ)ରେ ପ୍ରକାଶିତ 'ଫେରିଆରେ ଘରଚଟିଆ' ଲେଖା ପଢ଼ିବା ପରେ ମନେହେଲା ସତରେ ଆଜି ଘରଚଟିଆ ପକ୍ଷୀ ଦେଖିବାକୁ ମିଳୁନି । ବିଜ୍ଞାନ ଆମକୁ ମୋବାଇଲ ଫୋନ୍ ଭଳି ଅନେକ ସୁବିଧା ଦେଇଛି କିନ୍ତୁ ଏହାର ବିକିରଣ ଯୋଗୁଁ ଏହି ପକ୍ଷୀ ହଜିଯାଉଛନ୍ତି । ଆମେ ସମସ୍ତେ ଏମାନଙ୍କ ସୁରକ୍ଷା ପାଇଁ ପଦକ୍ଷେପ ନେବା ଉଚିତ । — [1142, 88, 1494, 183]
sudoku-cell[interactable] — [1301, 1755, 1334, 1788]
star-emblem-icon — [1075, 12, 1121, 66]
chirantani-source: (ଦେବ-ଶିଶୁ ଯିଶୁ) — [205, 129, 288, 144]
sudoku-cell[interactable]: 9 — [1401, 1822, 1434, 1855]
poem-line: ବିଚରେ କର ଧରାଧାମେ ଅବିରତ ? — [20, 69, 183, 84]
sudoku-cell[interactable] — [1201, 2022, 1234, 2055]
letter-title: ଏ ପାଠ ସେ ପାଠ ନୁହେଁ — [1226, 217, 1410, 242]
forest-para: ଓଡ଼ିଶାରେ ଅରଣ୍ୟ ଆଚ୍ଛାଦିତ ଅଞ୍ଚଳ ରାଜ୍ୟର ମୋଟ ଭୂଭାଗର ପ୍ରାୟ ୩୨ ପ୍ରତିଶତ । ବିଭିନ୍ନ କାରଣରୁ ଅରଣ୍ୟ କ୍ରମଶଃ କମିଯାଉଛି । ଅରଣ୍ୟ ସଂରକ୍ଷଣ ପାଇଁ ସରକାର ଓ ଜନସାଧାରଣ ମିଳିତ ଭାବେ ଉଦ୍ୟମ କରିବା ଆବଶ୍ୟକ । — [598, 1768, 850, 1861]
forest-para: ଅରଣ୍ୟ ହେଉଛି ଏକ ଅମୂଲ୍ୟ ପ୍ରାକୃତିକ ସମ୍ପଦ । ଏହା ବହୁଭାବରେ ଗୁଲ୍ମ ଓ ବୃକ୍ଷର ଭଣ୍ଡାର ବୋଲି ପରିଚିତ । ପରିବେଶର ସନ୍ତୁଳନ ରକ୍ଷା କରିବାରେ ଅରଣ୍ୟର ଭୂମିକା ଅତ୍ୟନ୍ତ ଗୁରୁତ୍ୱପୂର୍ଣ୍ଣ । — [4, 1718, 324, 1792]
sudoku-solution-cell: 7 — [1294, 2109, 1315, 2125]
sudoku-solution-cell: 3 — [1400, 2093, 1421, 2109]
sudoku-cell[interactable]: 4 — [1301, 1922, 1334, 1955]
sudoku-cell[interactable] — [1368, 2022, 1401, 2055]
sudoku-solution-cell: 6 — [1400, 2173, 1421, 2189]
sudoku-solution-cell: 2 — [1421, 2093, 1442, 2109]
sudoku-cell[interactable]: 2 — [1435, 1988, 1468, 2021]
sudoku-cell[interactable] — [1301, 1822, 1334, 1855]
sudoku-cell[interactable] — [1235, 1822, 1268, 1855]
letter-item — [1142, 354, 1494, 485]
sudoku-cell[interactable] — [1268, 2022, 1301, 2055]
twentyfive-item: • ବ୍ରିଟେନ ଭାରତକୁ ୧୮ ନିୟୁତ ପାଉଣ୍ଡ ଅର୍ଥନୈତିକ ସାହାଯ୍ୟ ଘୋଷଣା — [1142, 1483, 1453, 1497]
sudoku-solution-cell: 7 — [1421, 2141, 1442, 2157]
feature-para: ଶେଷରେ କହିବାକୁ ଗଲେ ସଉକ ପ୍ରତ୍ୟେକ ମଣିଷର ବ୍ୟକ୍ତିଗତ ବିଷୟ । କିନ୍ତୁ ସାର୍ବଜନୀନ ଜୀବନରେ ଥିବା ବ୍ୟକ୍ତିମାନେ ସମାଜ ପାଇଁ ଉଦାହରଣ ସୃଷ୍ଟି କରିବା ଉଚିତ । — [598, 1008, 850, 1082]
sudoku-cell[interactable]: 5 — [1335, 1855, 1368, 1888]
sudoku-solution-cell: 7 — [1336, 2221, 1357, 2237]
sudoku-cell[interactable]: 7 — [1268, 1888, 1301, 1921]
sudoku-grid[interactable] — [1165, 1752, 1471, 2058]
sudoku-solution-cell: 8 — [1294, 2157, 1315, 2173]
sudoku-solution-cell: 6 — [1421, 2221, 1442, 2237]
main-article-para: ଏହି ପରିପ୍ରେକ୍ଷୀରେ ଟଙ୍କା ଖର୍ଚ୍ଚ ଯୋଜନାର ସମୀକ୍ଷା ହେବା ଦରକାର । ଗତ କିଛି ବର୍ଷ ଧରି ଦେଖାଯାଉଛି ଯେ ମାର୍ଚ୍ଚ ମାସରେ ହିଁ ଅଧିକାଂଶ ପାଣ୍ଠି ଖର୍ଚ୍ଚ ହେଉଛି । ଏହା ଅର୍ଥନୀତି ପାଇଁ ଶୁଭ ସଂକେତ ନୁହେଁ । — [340, 478, 588, 572]
forest-para: ଅରଣ୍ୟ ହେଉଛି ଏକ ଅମୂଲ୍ୟ ପ୍ରାକୃତିକ ସମ୍ପଦ । ଏହା ବହୁଭାବରେ ଗୁଲ୍ମ ଓ ବୃକ୍ଷର ଭଣ୍ଡାର ବୋଲି ପରିଚିତ । ପରିବେଶର ସନ୍ତୁଳନ ରକ୍ଷା କରିବାରେ ଅରଣ୍ୟର ଭୂମିକା ଅତ୍ୟନ୍ତ ଗୁରୁତ୍ୱପୂର୍ଣ୍ଣ । — [598, 1973, 850, 2047]
main-article-col1 — [340, 168, 588, 728]
feature-col2 — [598, 904, 850, 1644]
twentyfive-date — [1381, 1401, 1436, 1449]
sudoku-solution-cell: 9 — [1463, 2141, 1484, 2157]
district-text: ରାଜନୀତିରେ ଦଳବଦଳ କ୍ରମଶଃ ବଢ଼ିଚାଲିଛି । ପ୍ରାର୍ଥୀ ନିର୍ବାଚନ ପୂର୍ବରୁ ଟିକେଟ ନ ପାଇଲେ ଦଳ ବଦଳାଇବା ସାଧାରଣ ଘଟଣା ହୋଇଗଲାଣି । ଗଞ୍ଜାମ ଜିଲ୍ଲାରେ ଏଭଳି ଅନେକ ଉଦାହରଣ ରହିଛି । କଂଗ୍ରେସ, ବିଜେଡି ଓ ବିଜେପି ଭିତରେ ନେତାମାନଙ୍କ ଯିବା ଆସିବା ଲାଗିରହିଛି । କେତେକଙ୍କ ପାଇଁ ଏହା ଲାଭଦାୟକ ହୋଇଥିବା ବେଳେ ଅନେକଙ୍କ ପାଇଁ ଦଳବଦଳ ମହଙ୍ଗା ପଡ଼ିଛି । ଜନସାଧାରଣ ଏଭଳି ନେତାଙ୍କୁ ଗ୍ରହଣ କରୁନାହାନ୍ତି । — [4, 985, 322, 1132]
sudoku-cell[interactable] — [1201, 1822, 1234, 1855]
feature-headline: ବଡ଼ ଲୋକଙ୍କ ସଉକ — [436, 779, 1032, 865]
sudoku-cell[interactable] — [1401, 1788, 1434, 1821]
sudoku-solution-cell: 5 — [1442, 2141, 1463, 2157]
sudoku-solution-cell: 5 — [1336, 2173, 1357, 2189]
sudoku-section — [1142, 1680, 1494, 2330]
sudoku-cell[interactable] — [1301, 1988, 1334, 2021]
sudoku-solution-cell: 1 — [1400, 2109, 1421, 2125]
forest-col1 — [340, 1766, 588, 2314]
sudoku-solution-cell: 5 — [1421, 2109, 1442, 2125]
sudoku-solution-cell: 4 — [1357, 2173, 1378, 2189]
sudoku-cell[interactable] — [1335, 1955, 1368, 1988]
sudoku-solution-cell: 5 — [1315, 2093, 1336, 2109]
main-article-para: ଭାରତର ଶକ୍ତି କ୍ଷେତ୍ରରେ ନୂଆ ନୀତି ଆବଶ୍ୟକ । ସରକାରଙ୍କ ପାଣ୍ଠି ଶେଷ ସମୟରେ ଖର୍ଚ୍ଚ ହେବା ଫଳରେ ଗୁଣାତ୍ମକ କାମ ହୋଇପାରୁନି । ଆର୍ଥିକ ବର୍ଷର ଆରମ୍ଭରୁ ସଠିକ୍ ଯୋଜନା କରାଗଲେ ଏହି ସମସ୍ୟା ଦୂର ହୋଇପାରିବ । — [870, 170, 1128, 263]
sudoku-solution-cell: 1 — [1336, 2189, 1357, 2205]
main-article-para: ଭାରତର ଶକ୍ତି କ୍ଷେତ୍ରରେ ନୂଆ ନୀତି ଆବଶ୍ୟକ । ସରକାରଙ୍କ ପାଣ୍ଠି ଶେଷ ସମୟରେ ଖର୍ଚ୍ଚ ହେବା ଫଳରେ ଗୁଣାତ୍ମକ କାମ ହୋଇପାରୁନି । ଆର୍ଥିକ ବର୍ଷର ଆରମ୍ଭରୁ ସଠିକ୍ ଯୋଜନା କରାଗଲେ ଏହି ସମସ୍ୟା ଦୂର ହୋଇପାରିବ । — [340, 375, 588, 469]
forest-col2 — [598, 1766, 850, 2314]
sudoku-solution-cell: 2 — [1336, 2157, 1357, 2173]
forest-subhead-box — [4, 1826, 328, 1857]
sudoku-solution-cell: 9 — [1421, 2205, 1442, 2221]
sudoku-cell[interactable]: 3 — [1268, 1788, 1301, 1821]
sudoku-solution-cell: 5 — [1357, 2157, 1378, 2173]
sudoku-cell[interactable] — [1201, 1788, 1234, 1821]
sudoku-cell[interactable] — [1201, 1955, 1234, 1988]
letter-title: ନିୟମର ଉଲ୍ଲଂଘନ — [1233, 356, 1403, 381]
chirantani-poem — [6, 39, 318, 129]
forest-para: ଜଙ୍ଗଲ ଉପରେ ନିର୍ଭରଶୀଳ ଆଦିବାସୀ ଲୋକମାନଙ୍କ ଜୀବିକା ସୁରକ୍ଷିତ ରଖିବା ସହ ବୃକ୍ଷରୋପଣ କାର୍ଯ୍ୟକ୍ରମକୁ ଜୋରଦାର କରିବା ଦରକାର । ତେବେ ଯାଇ ଆଗାମୀ ପିଢ଼ି ପାଇଁ ଏକ ସୁସ୍ଥ ପରିବେଶ ଛାଡ଼ିଯାଇପାରିବା । — [862, 1768, 1128, 1842]
sudoku-cell[interactable] — [1401, 1755, 1434, 1788]
sudoku-solution-cell: 3 — [1442, 2221, 1463, 2237]
ebharatare-text: ଟାଉନଶିପ ଦେଶରେ ରହିବା ମାଧ୍ୟମିକ ପରୀକ୍ଷା ୧୯୩ରେ ଜଣେ ସୋନିଆ ବିବିଙ୍କୁ ଯେ ଗୋଟିଏ ଦେଶୀୟ ଅସ୍ପତାଳରେ ସଫଳ ଚିକିତ୍ସା ପାଇବା ଖୁବ୍ ଜରୁରୀ ଥିଲା । ତାଙ୍କ ମାଜାମାଙ୍କୁ ବିଦେଶରୁ ଆସି ପରୀକ୍ଷା ଦେଉଥିଲେ । ସୋନିଆ ନିଜର ବିନ୍ଦୁଳି ପୁରଷ୍କାର ଧରି ପରୀକ୍ଷା ଦେଇ ଗାଉଥିଲେ । ସୋନିଆଙ୍କ ପରୀକ୍ଷା ଦେଉଥିବା ଦୃଶ୍ୟ ମିଡ଼ିଆରେ ଆସିବା ପରେ ତାଙ୍କ ଉପରେ ଲୋକଙ୍କ ଦୃଷ୍ଟି ପଡ଼ିଲା । ବିଭାଗ ଏହି ସମ୍ପର୍କରେ ତଦନ୍ତ କରିବା ନିର୍ଦ୍ଦେଶ ଦେଇଛି । ସୋନିଆ ପରୀକ୍ଷାରେ ଭଲ ଫଳ କରିବା ପାଇଁ ଆଶା ରଖିଛନ୍ତି । — [4, 261, 324, 430]
